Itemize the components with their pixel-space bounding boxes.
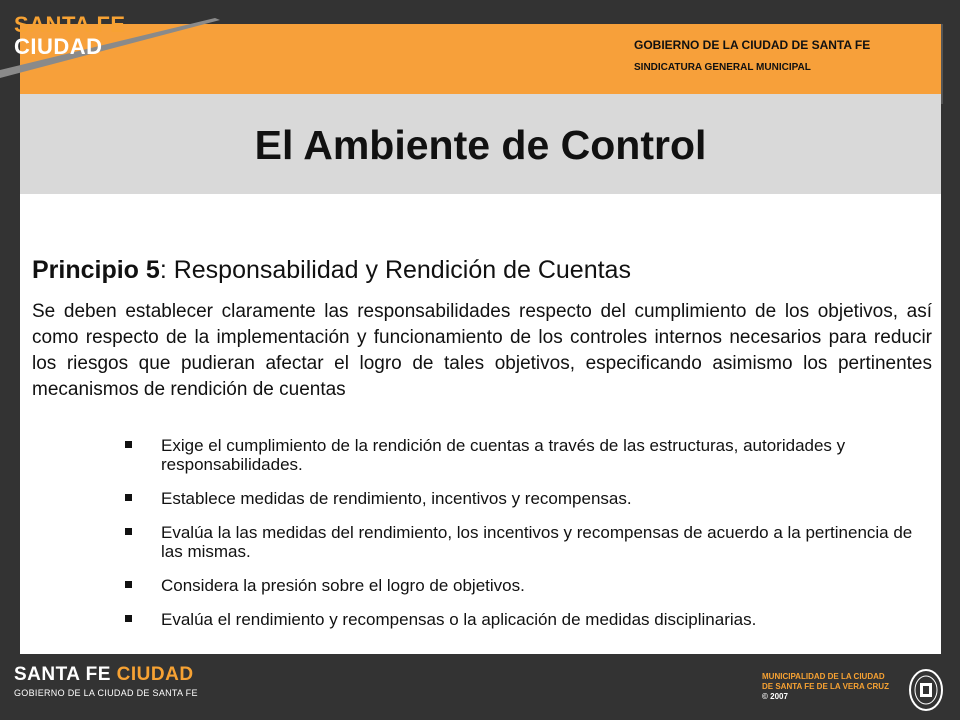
list-item-text: Evalúa la las medidas del rendimiento, los incentivos y recompensas de acuerdo a la pertinencia de las mismas. <box>161 523 913 561</box>
city-seal-icon <box>908 668 944 712</box>
principle-heading <box>32 256 631 285</box>
government-label: GOBIERNO DE LA CIUDAD DE SANTA FE <box>634 38 871 52</box>
list-item <box>125 489 925 508</box>
department-label: SINDICATURA GENERAL MUNICIPAL <box>634 62 811 73</box>
footer-brand-orange: CIUDAD <box>116 664 194 685</box>
square-bullet-icon <box>125 581 132 588</box>
list-item-text: Establece medidas de rendimiento, incentivos y recompensas. <box>161 489 632 508</box>
principle-label: Principio 5 <box>32 256 160 284</box>
list-item-text: Exige el cumplimiento de la rendición de cuentas a través de las estructuras, autoridades y responsabilidades. <box>161 436 846 474</box>
footer-municipality <box>762 672 889 702</box>
list-item <box>125 436 925 474</box>
footer-brand-white: SANTA FE <box>14 664 111 685</box>
square-bullet-icon <box>125 528 132 535</box>
bullet-list <box>125 436 925 644</box>
santa-fe-ciudad-logo <box>14 14 126 58</box>
slide-title: El Ambiente de Control <box>254 122 707 168</box>
list-item-text: Considera la presión sobre el logro de objetivos. <box>161 576 525 595</box>
logo-line-2: CIUDAD <box>14 34 103 59</box>
footer-brand <box>14 664 198 698</box>
content-area <box>20 194 941 654</box>
square-bullet-icon <box>125 441 132 448</box>
list-item <box>125 576 925 595</box>
principle-description: Se deben establecer claramente las responsabilidades respecto del cumplimiento de los objetivos, así como respecto de la implementación y funcionamiento de los controles internos necesarios para reducir los riesgos que pudieran afectar el logro de tales objetivos, especificando asimismo los pertinentes mecanismos de rendición de cuentas <box>32 301 932 400</box>
footer-brand-subtitle: GOBIERNO DE LA CIUDAD DE SANTA FE <box>14 688 198 698</box>
logo-line-1: SANTA FE <box>14 12 126 37</box>
footer-brand-name <box>14 664 198 686</box>
header-edge-divider <box>941 24 943 104</box>
list-item-text: Evalúa el rendimiento y recompensas o la aplicación de medidas disciplinarias. <box>161 610 757 629</box>
municipality-line-1: MUNICIPALIDAD DE LA CIUDAD <box>762 672 885 681</box>
square-bullet-icon <box>125 494 132 501</box>
principle-name: : Responsabilidad y Rendición de Cuentas <box>159 256 631 284</box>
square-bullet-icon <box>125 615 132 622</box>
list-item <box>125 610 925 629</box>
copyright-text: © 2007 <box>762 692 788 701</box>
title-band <box>20 94 941 194</box>
municipality-line-2: DE SANTA FE DE LA VERA CRUZ <box>762 682 889 691</box>
list-item <box>125 523 925 561</box>
